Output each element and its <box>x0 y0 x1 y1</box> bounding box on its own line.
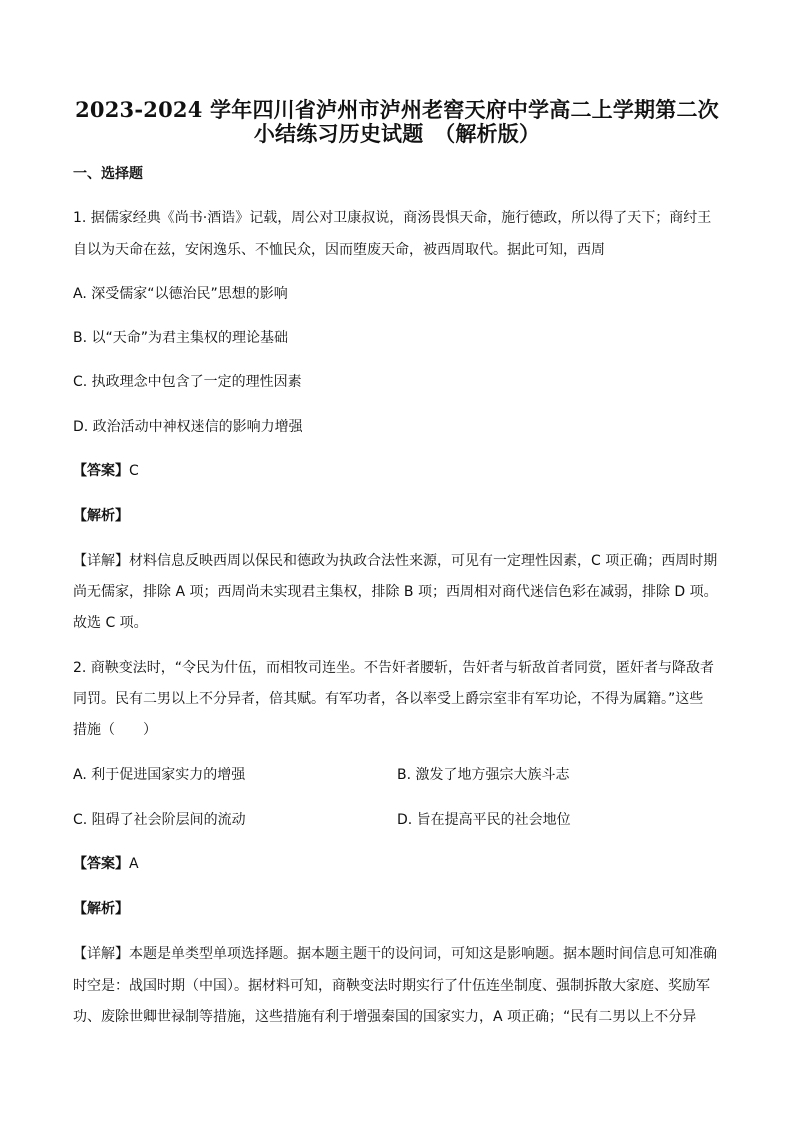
q2-stem-line2: 同罚。民有二男以上不分异者，倍其赋。有军功者，各以率受上爵宗室非有军功论，不得为属籍。”这些 <box>73 691 704 707</box>
q1-detail-line3: 故选 C 项。 <box>73 615 148 631</box>
q1-answer-label: 【答案】 <box>73 463 129 479</box>
q2-analysis-label: 【解析】 <box>73 901 129 917</box>
q1-stem-line2: 自以为天命在兹，安闲逸乐、不恤民众，因而堕废天命，被西周取代。据此可知，西周 <box>73 242 605 258</box>
q1-option-c: C. 执政理念中包含了一定的理性因素 <box>73 374 302 390</box>
q2-option-c: C. 阻碍了社会阶层间的流动 <box>73 812 246 828</box>
q1-stem-line1: 1. 据儒家经典《尚书·酒诰》记载，周公对卫康叔说，商汤畏惧天命，施行德政，所以得了天下；商纣王 <box>73 210 712 226</box>
q2-stem-line1: 2. 商鞅变法时，“令民为什伍，而相牧司连坐。不告奸者腰斩，告奸者与斩敌首者同赏，匿奸者与降敌者 <box>73 660 715 676</box>
q1-answer-value: C <box>129 463 139 479</box>
q1-detail-line2: 尚无儒家，排除 A 项；西周尚未实现君主集权，排除 B 项；西周相对商代迷信色彩在减弱，排除 D 项。 <box>73 584 718 600</box>
q2-detail-line3: 功、废除世卿世禄制等措施，这些措施有利于增强秦国的国家实力，A 项正确；“民有二男以上不分异 <box>73 1009 697 1025</box>
q1-option-b: B. 以“天命”为君主集权的理论基础 <box>73 330 289 346</box>
document-title-line2: 小结练习历史试题 （解析版） <box>253 121 541 146</box>
q1-option-d: D. 政治活动中神权迷信的影响力增强 <box>73 419 303 435</box>
q2-option-b: B. 激发了地方强宗大族斗志 <box>397 767 570 783</box>
q2-answer-label: 【答案】 <box>73 856 129 872</box>
q2-stem-line3: 措施（ ） <box>73 722 157 738</box>
q2-option-a: A. 利于促进国家实力的增强 <box>73 767 246 783</box>
q1-option-a: A. 深受儒家“以德治民”思想的影响 <box>73 286 288 302</box>
q2-option-d: D. 旨在提高平民的社会地位 <box>397 812 571 828</box>
q2-answer-value: A <box>129 856 139 872</box>
q2-detail-line2: 时空是：战国时期（中国）。据材料可知，商鞅变法时期实行了什伍连坐制度、强制拆散大家庭、奖励军 <box>73 978 710 994</box>
q2-answer <box>73 855 139 873</box>
q1-detail-line1: 【详解】材料信息反映西周以保民和德政为执政合法性来源，可见有一定理性因素，C 项正确；西周时期 <box>73 553 718 569</box>
q2-detail-line1: 【详解】本题是单类型单项选择题。据本题主题干的设问词，可知这是影响题。据本题时间信息可知准确 <box>73 946 717 962</box>
q1-analysis-label: 【解析】 <box>73 508 129 524</box>
q1-answer <box>73 462 139 480</box>
document-title-line1: 2023-2024 学年四川省泸州市泸州老窖天府中学高二上学期第二次 <box>75 97 719 122</box>
section-heading: 一、选择题 <box>73 166 143 182</box>
